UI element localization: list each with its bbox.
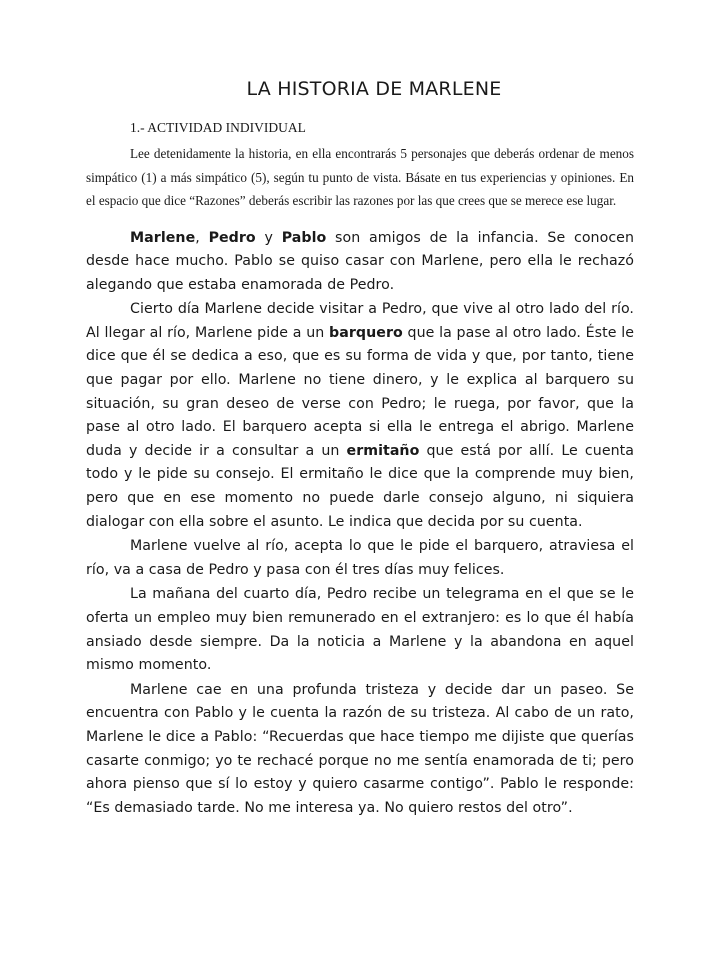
document-title: LA HISTORIA DE MARLENE: [246, 78, 502, 100]
story-body: [86, 227, 634, 821]
character-name: barquero: [329, 324, 403, 341]
story-paragraph-2: [86, 298, 634, 534]
text-fragment: y: [255, 229, 282, 246]
character-name: Pablo: [281, 229, 327, 246]
text-fragment: Cierto día Marlene decide visitar a Pedro, que vive al otro lado del río. Al llegar al río, Marlene pide a un: [86, 301, 634, 341]
text-fragment: que está por allí. Le cuenta todo y le pide su consejo. El ermitaño le dice que la comprende muy bien, pero que en ese momento no puede darle consejo alguno, ni siquiera dialogar con ella sobre el asunto. Le indica que decida por su cuenta.: [86, 442, 634, 530]
activity-heading: 1.- ACTIVIDAD INDIVIDUAL: [130, 120, 306, 135]
character-name: Marlene: [130, 229, 196, 246]
story-paragraph-3: Marlene vuelve al río, acepta lo que le pide el barquero, atraviesa el río, va a casa de Pedro y pasa con él tres días muy felices.: [86, 538, 634, 578]
story-paragraph-1: [86, 227, 634, 298]
text-fragment: son amigos de la infancia. Se conocen desde hace mucho. Pablo se quiso casar con Marlene, pero ella le rechazó alegando que estaba enamorada de Pedro.: [86, 229, 635, 293]
character-name: Pedro: [208, 229, 256, 246]
story-paragraph-4: La mañana del cuarto día, Pedro recibe un telegrama en el que se le oferta un empleo muy bien remunerado en el extranjero: es lo que él había ansiado desde siempre. Da la noticia a Marlene y la abandona en aquel mismo momento.: [86, 586, 634, 674]
instructions-paragraph: Lee detenidamente la historia, en ella encontrarás 5 personajes que deberás ordenar de menos simpático (1) a más simpático (5), según tu punto de vista. Básate en tus experiencias y opiniones. En el espacio que dice “Razones” deberás escribir las razones por las que crees que se merece ese lugar.: [86, 146, 634, 208]
text-fragment: ,: [195, 229, 209, 246]
story-paragraph-5: Marlene cae en una profunda tristeza y decide dar un paseo. Se encuentra con Pablo y le cuenta la razón de su tristeza. Al cabo de un rato, Marlene le dice a Pablo: “Recuerdas que hace tiempo me dijiste que querías casarte conmigo; yo te rechacé porque no me sentía enamorada de ti; pero ahora pienso que sí lo estoy y quiero casarme contigo”. Pablo le responde: “Es demasiado tarde. No me interesa ya. No quiero restos del otro”.: [86, 681, 634, 816]
text-fragment: que la pase al otro lado. Éste le dice que él se dedica a eso, que es su forma de vida y que, por tanto, tiene que pagar por ello. Marlene no tiene dinero, y le explica al barquero su situación, su gran deseo de verse con Pedro; le ruega, por favor, que la pase al otro lado. El barquero acepta si ella le entrega el abrigo. Marlene duda y decide ir a consultar a un: [86, 324, 634, 459]
character-name: ermitaño: [346, 442, 420, 459]
